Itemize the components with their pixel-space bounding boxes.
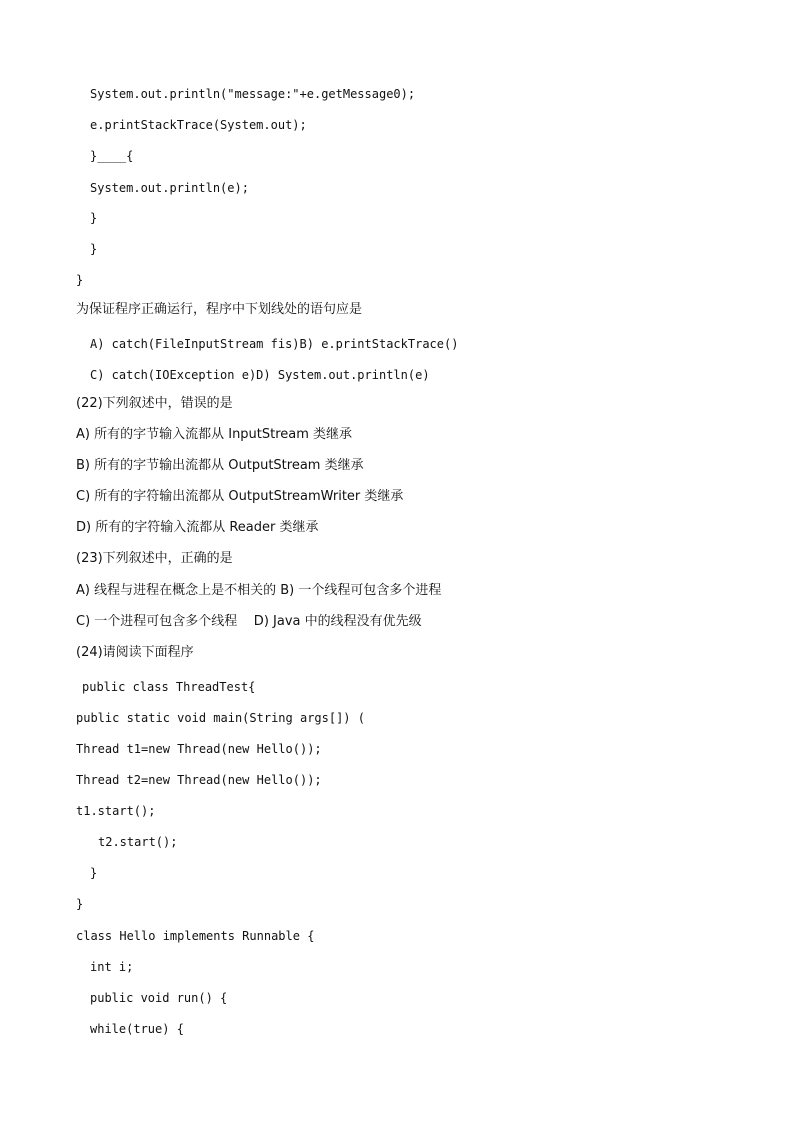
code-line: public void run() { bbox=[90, 991, 228, 1005]
code-line: while(true) { bbox=[90, 1022, 184, 1036]
code-line: Thread t2=new Thread(new Hello()); bbox=[76, 773, 322, 787]
code-line: } bbox=[76, 273, 84, 287]
answer-option: A) 所有的字节输入流都从 InputStream 类继承 bbox=[76, 427, 353, 442]
code-line: public static void main(String args[]) ( bbox=[76, 711, 365, 725]
answer-options: A) 线程与进程在概念上是不相关的 B) 一个线程可包含多个进程 bbox=[76, 583, 442, 598]
answer-options: C) 一个进程可包含多个线程 D) Java 中的线程没有优先级 bbox=[76, 614, 422, 629]
code-line: } bbox=[90, 211, 98, 225]
code-line: System.out.println("message:"+e.getMessage0); bbox=[90, 87, 416, 101]
code-line: class Hello implements Runnable { bbox=[76, 929, 315, 943]
code-line: } bbox=[76, 897, 84, 911]
question-heading: (24)请阅读下面程序 bbox=[76, 645, 194, 660]
answer-options: A) catch(FileInputStream fis)B) e.printStackTrace() bbox=[90, 337, 459, 351]
code-line: t2.start(); bbox=[98, 835, 178, 849]
code-line: } bbox=[90, 866, 98, 880]
answer-options: C) catch(IOException e)D) System.out.println(e) bbox=[90, 368, 430, 382]
code-line: }____{ bbox=[90, 149, 134, 163]
answer-option: C) 所有的字符输出流都从 OutputStreamWriter 类继承 bbox=[76, 489, 404, 504]
question-heading: (22)下列叙述中，错误的是 bbox=[76, 396, 233, 411]
answer-option: B) 所有的字节输出流都从 OutputStream 类继承 bbox=[76, 458, 364, 473]
question-heading: (23)下列叙述中，正确的是 bbox=[76, 551, 233, 566]
code-line: System.out.println(e); bbox=[90, 181, 249, 195]
code-line: e.printStackTrace(System.out); bbox=[90, 118, 307, 132]
answer-option: D) 所有的字符输入流都从 Reader 类继承 bbox=[76, 520, 319, 535]
question-prompt: 为保证程序正确运行，程序中下划线处的语句应是 bbox=[76, 302, 363, 317]
code-line: Thread t1=new Thread(new Hello()); bbox=[76, 742, 322, 756]
code-line: int i; bbox=[90, 960, 134, 974]
code-line: t1.start(); bbox=[76, 804, 156, 818]
code-line: } bbox=[90, 242, 98, 256]
code-line: public class ThreadTest{ bbox=[82, 680, 256, 694]
